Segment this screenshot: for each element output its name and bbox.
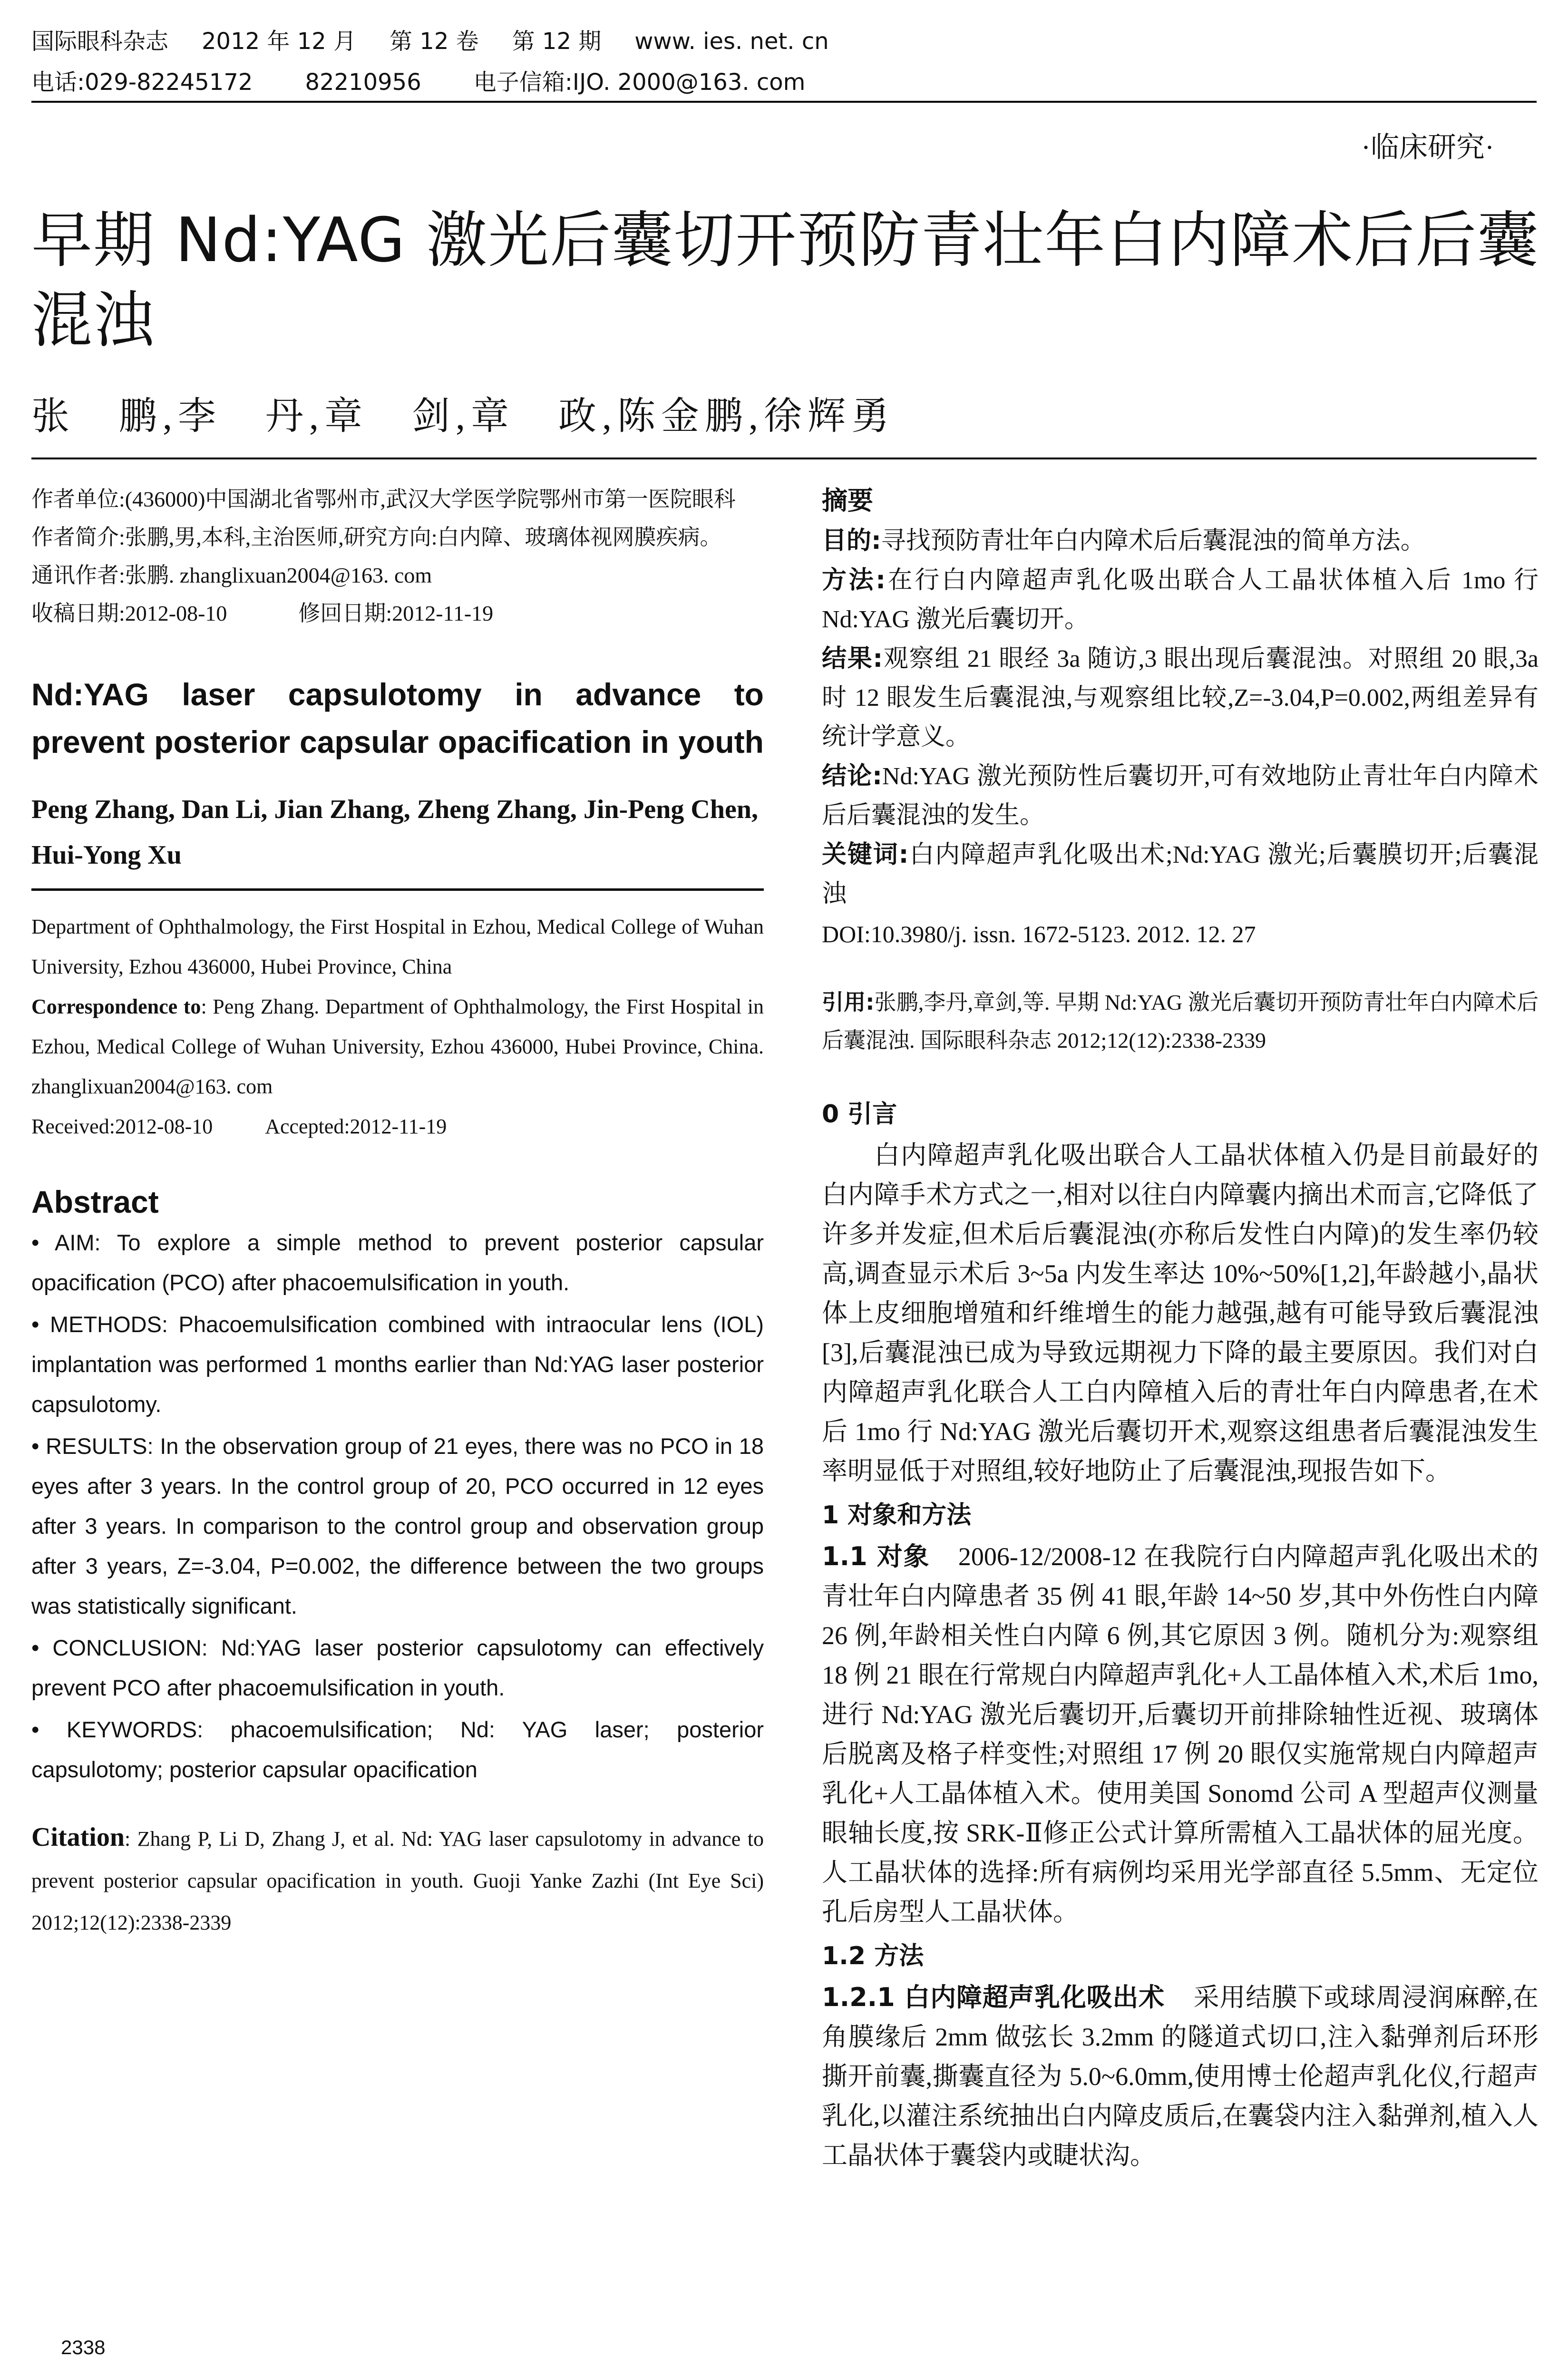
section-tag: ·临床研究· <box>1361 132 1494 163</box>
method-text: 在行白内障超声乳化吸出联合人工晶状体植入后 1mo 行 Nd:YAG 激光后囊切开。 <box>822 567 1539 633</box>
abstract-keywords-cn <box>822 835 1539 914</box>
keywords-label: 关键词: <box>822 840 909 869</box>
intro-paragraph: 白内障超声乳化吸出联合人工晶状体植入仍是目前最好的白内障手术方式之一,相对以往白内障囊内摘出术而言,它降低了许多并发症,但术后后囊混浊(亦称后发性白内障)的发生率仍较高,调查显示术后 3~5a 内发生率达 10%~50%[1,2],年龄越小,晶状体上皮细胞增殖和纤维增生的能力越强,越有可能导致后囊混浊[3],后囊混浊已成为导致远期视力下降的最主要原因。我们对白内障超声乳化联合人工白内障植入后的青壮年白内障患者,在术后 1mo 行 Nd:YAG 激光后囊切开术,观察这组患者后囊混浊发生率明显低于对照组,较好地防止了后囊混浊,现报告如下。 <box>822 1141 1539 1485</box>
abstract-methods: • METHODS: Phacoemulsification combined with intraocular lens (IOL) implantation was performed 1 months earlier than Nd:YAG laser posterior capsulotomy. <box>31 1312 764 1417</box>
header-rule <box>31 101 1537 103</box>
accepted-date-en: Accepted:2012-11-19 <box>265 1115 447 1138</box>
chinese-abstract-heading: 摘要 <box>822 486 873 516</box>
page-number: 2338 <box>61 2336 106 2358</box>
author-bio: 作者简介:张鹏,男,本科,主治医师,研究方向:白内障、玻璃体视网膜疾病。 <box>31 525 722 549</box>
abstract-result <box>822 639 1539 757</box>
abstract-purpose <box>822 521 1539 561</box>
section121-label: 1.2.1 白内障超声乳化吸出术 <box>822 1982 1165 2012</box>
conclusion-text: Nd:YAG 激光预防性后囊切开,可有效地防止青壮年白内障术后后囊混浊的发生。 <box>822 763 1539 829</box>
author-list: 张 鹏,李 丹,章 剑,章 政,陈金鹏,徐辉勇 <box>31 396 895 438</box>
corresponding-author: 通讯作者:张鹏. zhanglixuan2004@163. com <box>31 563 432 587</box>
abstract-method <box>822 561 1539 639</box>
abstract-conclusion: • CONCLUSION: Nd:YAG laser posterior capsulotomy can effectively prevent PCO after phacoemulsification in youth. <box>31 1635 764 1700</box>
volume: 第 12 卷 <box>390 28 479 55</box>
article-title: 早期 Nd:YAG 激光后囊切开预防青壮年白内障术后后囊混浊 <box>31 205 1539 356</box>
cite-label: 引用: <box>822 989 875 1015</box>
issue-date: 2012 年 12 月 <box>202 28 357 55</box>
issue-number: 第 12 期 <box>512 28 602 55</box>
doi: DOI:10.3980/j. issn. 1672-5123. 2012. 12. 27 <box>822 921 1256 947</box>
cite-cn <box>822 983 1539 1060</box>
correspondence-text: : Peng Zhang. Department of Ophthalmology, the First Hospital in Ezhou, Medical College of Wuhan University, Ezhou 436000, Hubei Province, China. zhanglixuan2004@163. com <box>31 995 764 1098</box>
section121-paragraph <box>822 1978 1539 2175</box>
citation-label: Citation <box>31 1822 125 1852</box>
revised-date-cn: 修回日期:2012-11-19 <box>298 601 494 625</box>
section11-text: 2006-12/2008-12 在我院行白内障超声乳化吸出术的青壮年白内障患者 35 例 41 眼,年龄 14~50 岁,其中外伤性白内障 26 例,年龄相关性白内障 6 例,其它原因 3 例。随机分为:观察组 18 例 21 眼在行常规白内障超声乳化+人工晶体植入术,术后 1mo,进行 Nd:YAG 激光后囊切开,后囊切开前排除轴性近视、玻璃体后脱离及格子样变性;对照组 17 例 20 眼仅实施常规白内障超声乳化+人工晶体植入术。使用美国 Sonomd 公司 A 型超声仪测量眼轴长度,按 SRK-Ⅱ修正公式计算所需植入工晶状体的屈光度。人工晶状体的选择:所有病例均采用光学部直径 5.5mm、无定位孔后房型人工晶状体。 <box>822 1542 1539 1926</box>
running-header-line1 <box>31 23 862 56</box>
journal-name: 国际眼科杂志 <box>31 28 169 55</box>
result-text: 观察组 21 眼经 3a 随访,3 眼出现后囊混浊。对照组 20 眼,3a 时 12 眼发生后囊混浊,与观察组比较,Z=-3.04,P=0.002,两组差异有统计学意义。 <box>822 645 1539 750</box>
section11-label: 1.1 对象 <box>822 1541 930 1571</box>
english-authors-rule <box>31 888 764 891</box>
citation <box>31 1816 764 1944</box>
phone-2: 82210956 <box>305 69 421 96</box>
intro-heading: 0 引言 <box>822 1100 897 1129</box>
purpose-label: 目的: <box>822 526 881 555</box>
left-column <box>31 480 764 1944</box>
website: www. ies. net. cn <box>634 28 829 55</box>
result-label: 结果: <box>822 644 883 673</box>
dates-en <box>31 1107 764 1147</box>
citation-text: : Zhang P, Li D, Zhang J, et al. Nd: YAG laser capsulotomy in advance to prevent posterior capsular opacification in youth. Guoji Yanke Zazhi (Int Eye Sci) 2012;12(12):2338-2339 <box>31 1827 764 1934</box>
received-date-cn: 收稿日期:2012-08-10 <box>31 601 227 625</box>
dates-cn <box>31 594 764 633</box>
conclusion-label: 结论: <box>822 762 882 790</box>
english-authors: Peng Zhang, Dan Li, Jian Zhang, Zheng Zhang, Jin-Peng Chen, Hui-Yong Xu <box>31 795 758 870</box>
section12-heading: 1.2 方法 <box>822 1942 924 1970</box>
abstract-heading: Abstract <box>31 1184 159 1219</box>
abstract-aim: • AIM: To explore a simple method to prevent posterior capsular opacification (PCO) after phacoemulsification in youth. <box>31 1230 764 1295</box>
correspondence <box>31 987 764 1107</box>
abstract-results: • RESULTS: In the observation group of 21 eyes, there was no PCO in 18 eyes after 3 years. In the control group of 20, PCO occurred in 12 eyes after 3 years. In comparison to the control group and observation group after 3 years, Z=-3.04, P=0.002, the difference between the two groups was statistically significant. <box>31 1433 764 1618</box>
section11-paragraph <box>822 1537 1539 1932</box>
section1-heading: 1 对象和方法 <box>822 1501 972 1529</box>
title-rule <box>31 458 1537 459</box>
abstract-keywords: • KEYWORDS: phacoemulsification; Nd: YAG laser; posterior capsulotomy; posterior capsular opacification <box>31 1717 764 1782</box>
cite-text: 张鹏,李丹,章剑,等. 早期 Nd:YAG 激光后囊切开预防青壮年白内障术后后囊混浊. 国际眼科杂志 2012;12(12):2338-2339 <box>822 990 1539 1052</box>
english-title: Nd:YAG laser capsulotomy in advance to prevent posterior capsular opacification in youth <box>31 677 764 760</box>
abstract-conclusion-cn <box>822 757 1539 835</box>
running-header-line2 <box>31 64 857 97</box>
department: Department of Ophthalmology, the First Hospital in Ezhou, Medical College of Wuhan University, Ezhou 436000, Hubei Province, China <box>31 915 764 978</box>
section121-text: 采用结膜下或球周浸润麻醉,在角膜缘后 2mm 做弦长 3.2mm 的隧道式切口,注入黏弹剂后环形撕开前囊,撕囊直径为 5.0~6.0mm,使用博士伦超声乳化仪,行超声乳化,以灌注系统抽出白内障皮质后,在囊袋内注入黏弹剂,植入人工晶状体于囊袋内或睫状沟。 <box>822 1983 1539 2170</box>
correspondence-label: Correspondence to <box>31 995 201 1018</box>
email: 电子信箱:IJO. 2000@163. com <box>473 69 806 96</box>
phone: 电话:029-82245172 <box>31 69 253 96</box>
keywords-text: 白内障超声乳化吸出术;Nd:YAG 激光;后囊膜切开;后囊混浊 <box>822 841 1539 907</box>
author-unit: 作者单位:(436000)中国湖北省鄂州市,武汉大学医学院鄂州市第一医院眼科 <box>31 487 736 511</box>
right-column <box>822 480 1539 2175</box>
method-label: 方法: <box>822 566 886 594</box>
received-date-en: Received:2012-08-10 <box>31 1115 213 1138</box>
purpose-text: 寻找预防青壮年白内障术后后囊混浊的简单方法。 <box>881 527 1425 555</box>
